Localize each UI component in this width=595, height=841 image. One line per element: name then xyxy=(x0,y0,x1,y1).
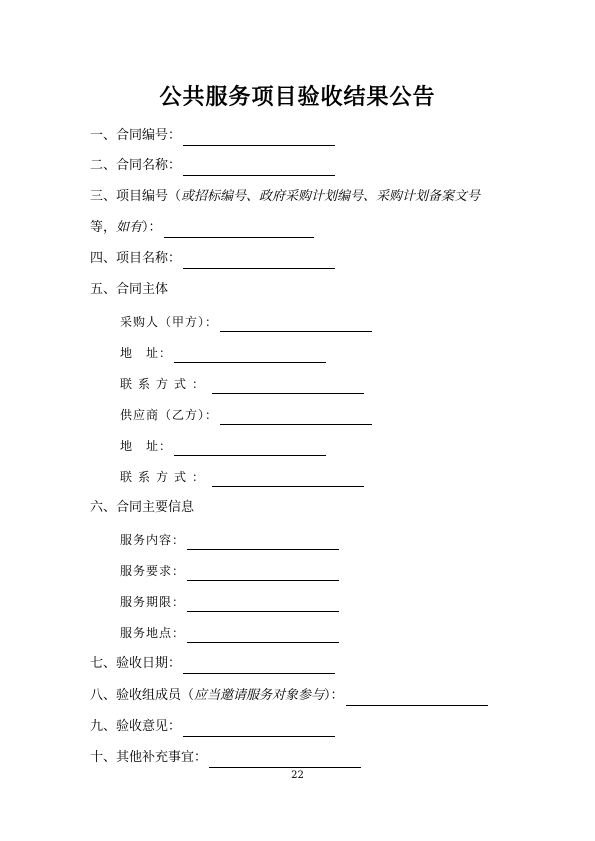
service-requirements-row xyxy=(120,561,339,581)
supplier-contact-field[interactable] xyxy=(212,470,364,487)
buyer-contact-row xyxy=(120,374,364,394)
buyer-contact-field[interactable] xyxy=(212,377,364,394)
contract-number-label: 一、合同编号： xyxy=(90,128,182,143)
acceptance-opinion-row xyxy=(90,717,335,737)
service-location-field[interactable] xyxy=(187,626,339,643)
acceptance-opinion-label: 九、验收意见： xyxy=(90,719,182,734)
buyer-label: 采购人（甲方）： xyxy=(120,315,219,329)
service-content-field[interactable] xyxy=(187,533,339,550)
service-requirements-field[interactable] xyxy=(187,564,339,581)
acceptance-team-field[interactable] xyxy=(346,689,488,706)
service-period-row xyxy=(120,592,339,612)
buyer-address-label: 地 址： xyxy=(120,346,173,360)
project-number-label: 三、项目编号（ xyxy=(90,189,182,204)
project-name-field[interactable] xyxy=(183,252,335,269)
contract-name-field[interactable] xyxy=(183,159,335,176)
contract-name-row xyxy=(90,156,335,176)
contract-number-row xyxy=(90,126,335,146)
service-content-row xyxy=(120,530,339,550)
supplier-contact-label: 联系方式： xyxy=(120,470,211,484)
project-name-label: 四、项目名称： xyxy=(90,251,182,266)
project-number-field[interactable] xyxy=(164,221,314,238)
supplier-field[interactable] xyxy=(220,408,372,425)
project-number-row xyxy=(90,187,480,207)
buyer-field[interactable] xyxy=(220,315,372,332)
project-number-cont-row xyxy=(90,218,314,238)
project-number-cont-suffix: ）： xyxy=(142,220,162,235)
acceptance-date-row xyxy=(90,654,335,674)
other-matters-row xyxy=(90,748,361,768)
acceptance-team-note: 应当邀请服务对象参与 xyxy=(194,688,325,703)
acceptance-opinion-field[interactable] xyxy=(183,720,335,737)
acceptance-date-field[interactable] xyxy=(183,657,335,674)
buyer-address-row xyxy=(120,343,326,363)
service-requirements-label: 服务要求： xyxy=(120,564,186,578)
supplier-address-row xyxy=(120,436,326,456)
acceptance-team-row xyxy=(90,686,488,706)
supplier-row xyxy=(120,405,372,425)
service-period-label: 服务期限： xyxy=(120,595,186,609)
contract-number-field[interactable] xyxy=(183,129,335,146)
contract-name-label: 二、合同名称： xyxy=(90,158,182,173)
acceptance-team-suffix: ）： xyxy=(324,688,344,703)
acceptance-date-label: 七、验收日期： xyxy=(90,656,182,671)
page-number: 22 xyxy=(291,770,304,781)
buyer-row xyxy=(120,312,372,332)
project-number-cont-note: 如有 xyxy=(116,220,143,235)
service-location-label: 服务地点： xyxy=(120,626,186,640)
service-period-field[interactable] xyxy=(187,595,339,612)
project-number-note: 或招标编号、政府采购计划编号、采购计划备案文号 xyxy=(181,189,481,204)
service-location-row xyxy=(120,623,339,643)
main-info-heading: 六、合同主要信息 xyxy=(90,500,195,515)
project-name-row xyxy=(90,249,335,269)
supplier-address-field[interactable] xyxy=(174,439,326,456)
supplier-contact-row xyxy=(120,467,364,487)
contract-subject-heading: 五、合同主体 xyxy=(90,282,169,297)
buyer-address-field[interactable] xyxy=(174,346,326,363)
buyer-contact-label: 联系方式： xyxy=(120,377,211,391)
other-matters-field[interactable] xyxy=(209,751,361,768)
project-number-cont-prefix: 等， xyxy=(90,220,117,235)
other-matters-label: 十、其他补充事宜： xyxy=(90,750,208,765)
document-title: 公共服务项目验收结果公告 xyxy=(159,84,436,110)
acceptance-team-label: 八、验收组成员（ xyxy=(90,688,195,703)
supplier-label: 供应商（乙方）： xyxy=(120,408,219,422)
service-content-label: 服务内容： xyxy=(120,533,186,547)
supplier-address-label: 地 址： xyxy=(120,439,173,453)
